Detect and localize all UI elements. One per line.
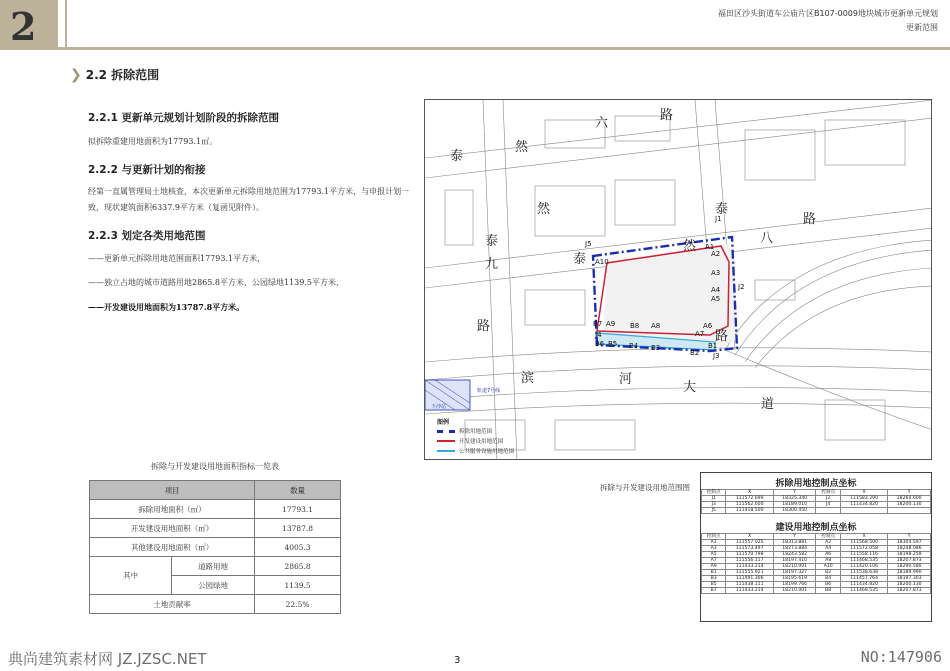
coord-cell: A6 [816,552,840,558]
control-point-a8: A8 [651,322,661,330]
coord-cell: 111433.214 [726,564,773,570]
control-point-b2: B2 [690,349,700,357]
coord-cell: 18197.410 [773,558,816,564]
coord-cell: B7 [702,588,726,594]
coord-cell: 111491.306 [726,576,773,582]
coord-cell: 18189.010 [773,502,816,508]
heading-2-2-2: 2.2.2 与更新计划的衔接 [88,164,206,176]
coord-cell: B3 [702,576,726,582]
control-point-a6: A6 [703,322,713,330]
coord-cell: A3 [702,546,726,552]
control-point-a7: A7 [695,330,705,338]
coord-cell: B4 [816,576,840,582]
control-point-j3: J3 [713,352,720,360]
site-map [424,99,932,460]
control-point-a2: A2 [711,250,721,258]
table-cell: 22.5% [255,595,341,614]
control-point-j2: J2 [738,283,745,291]
road-label: 道 [761,397,775,412]
coord-cell: 18273.884 [773,546,816,552]
coord-cell: 111538.638 [840,570,887,576]
coord-header-cell: Y [773,490,816,496]
list-item-road-park: ——独立占地的城市道路用地2865.8平方米，公园绿地1139.5平方米， [88,278,344,287]
control-point-b8: B8 [630,322,640,330]
coord-cell: 18325.340 [773,496,816,502]
control-point-a10: A10 [595,258,609,266]
coord-header-cell: Y [773,534,816,540]
coord-cell: B2 [816,570,840,576]
coordinate-tables [700,472,932,622]
site-map-drawing [425,100,932,460]
control-point-j5: J5 [585,240,592,248]
list-item-demolish: ——更新单元拆除用地范围面积17793.1平方米， [88,254,266,263]
legend-item: 开发建设用地范围 [459,439,504,445]
coord-cell: 18198.259 [888,552,931,558]
road-label: 然 [515,140,529,155]
table-header-item: 项目 [90,481,255,500]
control-point-b3: B3 [651,344,661,352]
coord-cell: 111583.290 [840,496,887,502]
coord-cell: 111468.535 [840,588,887,594]
coord-cell: 111558.116 [840,552,887,558]
legend-swatch [437,430,455,434]
coord-cell: 111457.764 [840,576,887,582]
coord-cell: B1 [702,570,726,576]
coord-cell [816,508,840,514]
coord-cell: B6 [816,582,840,588]
table-row [90,519,341,538]
road-label: 八 [760,231,774,246]
road-label: 河 [619,372,633,387]
road-label: 泰 [485,234,499,249]
coord-cell: B8 [816,588,840,594]
coord-cell: 18210.001 [773,564,816,570]
table-cell: 其他建设用地面积（㎡） [90,538,255,557]
coord-cell: A10 [816,564,840,570]
section-title: 2.2 拆除范围 [85,68,160,82]
control-point-j4: J4 [595,331,602,339]
section-heading [70,66,159,83]
build-coord-row [702,588,931,594]
coord-header-cell: X [726,534,773,540]
table-cell: 13787.8 [255,519,341,538]
watermark-left: 典尚建筑素材网 JZ.JZSC.NET [8,650,207,668]
road-label: 泰 [715,202,729,217]
paragraph-plan-alignment: 经第一直属管理局土地核查，本次更新单元拆除用地范围为17793.1平方米，与申报计划一致，现状建筑面积6337.9平方米（复函见附件）。 [88,187,410,212]
heading-2-2-1: 2.2.1 更新单元规划计划阶段的拆除范围 [88,112,280,124]
table-cell: 公园绿地 [172,576,255,595]
coord-cell: 111433.214 [726,588,773,594]
control-point-a5: A5 [711,295,721,303]
table-caption: 拆除与开发建设用地面积指标一览表 [151,462,279,471]
road-label: 然 [683,239,697,254]
coord-cell: 111418.500 [726,508,773,514]
table-cell: 其中 [90,557,172,595]
control-point-a9: A9 [606,320,616,328]
legend-title: 图例 [437,419,450,426]
coord-cell: 111438.111 [726,582,773,588]
coord-cell: 111568.500 [840,540,887,546]
document-title: 福田区沙头街道车公庙片区B107-0009地块城市更新单元规划 [717,9,938,18]
list-item-development: ——开发建设用地面积为13787.8平方米。 [88,302,245,312]
road-label: 大 [683,380,697,395]
coord-cell [888,508,931,514]
coord-cell: A9 [702,564,726,570]
coord-cell: A2 [816,540,840,546]
coord-header-cell: 控制点 [816,490,840,496]
coord-cell: 18189.990 [888,570,931,576]
coord-header-cell: Y [888,534,931,540]
table-row [90,595,341,614]
control-point-b5: B5 [608,340,618,348]
coord-cell: 18300.450 [773,508,816,514]
table-row [90,500,341,519]
coord-cell: 18200.130 [888,582,931,588]
coord-cell: 111570.798 [726,552,773,558]
coord-cell: A8 [816,558,840,564]
demolish-coord-row [702,508,931,514]
map-caption: 拆除与开发建设用地范围图 [600,483,690,492]
chapter-tab [0,0,58,50]
metro-station-label: 下沙站 [431,404,447,410]
road-label: 然 [537,202,551,217]
coord-header-cell: X [840,534,887,540]
road-label: 路 [477,319,491,334]
control-point-b7: B7 [593,320,603,328]
demolish-coords-title: 拆除用地控制点坐标 [775,479,857,489]
watermark-right: NO:147906 [860,648,942,666]
coord-cell: 18207.873 [888,558,931,564]
coord-cell: 111555.921 [726,570,773,576]
coord-header-cell: Y [888,490,931,496]
metro-line-label: 轨道7号线 [477,388,501,394]
coord-cell: 18290.580 [888,564,931,570]
coord-cell: 111572.690 [726,496,773,502]
demolish-coords-table [701,489,931,514]
coord-cell: 111420.106 [840,564,887,570]
coord-cell: 18199.766 [773,582,816,588]
road-label: 路 [803,212,817,227]
coord-cell: 18207.873 [888,588,931,594]
page-number: 3 [454,655,461,666]
coord-cell: 18200.130 [888,502,931,508]
coord-header-cell: 控制点 [702,534,726,540]
coord-cell: 18313.881 [773,540,816,546]
coord-header-cell: 控制点 [816,534,840,540]
table-header-value: 数量 [255,481,341,500]
build-coords-table [701,533,931,594]
chapter-number: 2 [10,4,37,49]
road-label: 滨 [521,371,535,386]
document-subtitle: 更新范围 [906,23,938,32]
legend-swatch [437,440,455,444]
coord-cell: 111434.820 [840,582,887,588]
coord-cell: 111468.535 [840,558,887,564]
control-point-b6: B6 [595,340,605,348]
coord-cell: 18197.303 [888,576,931,582]
heading-2-2-3: 2.2.3 划定各类用地范围 [88,230,206,242]
coord-cell: 111572.058 [840,546,887,552]
table-cell: 1139.5 [255,576,341,595]
coord-cell: 18260.600 [888,496,931,502]
road-label: 六 [595,116,609,131]
legend-item: 拆除用地范围 [459,429,493,435]
coord-cell: 18243.582 [773,552,816,558]
table-cell: 4005.3 [255,538,341,557]
coord-cell: J4 [816,502,840,508]
control-point-j1: J1 [715,215,722,223]
coord-cell: J2 [816,496,840,502]
coord-cell: 111557.025 [726,540,773,546]
coord-cell: 111434.820 [840,502,887,508]
coord-cell: 18248.086 [888,546,931,552]
table-cell: 土地贡献率 [90,595,255,614]
coord-cell: 18195.619 [773,576,816,582]
control-point-b1: B1 [708,342,718,350]
road-label: 泰 [573,252,587,267]
coord-cell: B5 [702,582,726,588]
legend-item: 公共服务设施用地范围 [459,449,515,455]
table-cell: 拆除用地面积（㎡） [90,500,255,519]
coord-cell: A5 [702,552,726,558]
coord-cell: J3 [702,502,726,508]
table-row [90,557,341,576]
coord-cell: A4 [816,546,840,552]
coord-header-cell: 控制点 [702,490,726,496]
legend-swatch [437,450,455,454]
table-cell: 开发建设用地面积（㎡） [90,519,255,538]
table-cell: 17793.1 [255,500,341,519]
control-point-b4: B4 [629,342,639,350]
coord-cell: 111556.117 [726,558,773,564]
table-cell: 道路用地 [172,557,255,576]
header-divider [65,0,67,50]
coord-cell: 18304.597 [888,540,931,546]
coord-cell: A7 [702,558,726,564]
road-label: 路 [660,108,674,123]
area-indicator-table [89,480,341,614]
coord-cell: J5 [702,508,726,514]
coord-cell: 18210.001 [773,588,816,594]
coord-cell: J1 [702,496,726,502]
coord-cell: 111573.497 [726,546,773,552]
build-coords-title: 建设用地控制点坐标 [775,523,857,533]
table-cell: 2865.8 [255,557,341,576]
paragraph-demolish-area: 拟拆除重建用地面积为17793.1㎡。 [88,137,218,146]
coord-header-cell: X [726,490,773,496]
coord-cell: 18197.327 [773,570,816,576]
table-row [90,538,341,557]
control-point-a1: A1 [705,243,715,251]
table-header-row [90,481,341,500]
road-label: 泰 [450,149,464,164]
control-point-a3: A3 [711,269,721,277]
road-label: 路 [715,329,729,344]
coord-header-cell: X [840,490,887,496]
coord-cell [840,508,887,514]
road-label: 九 [485,257,499,272]
control-point-a4: A4 [711,286,721,294]
chevron-right-icon: ❯ [70,67,82,83]
coord-cell: 111562.600 [726,502,773,508]
coord-cell: A1 [702,540,726,546]
